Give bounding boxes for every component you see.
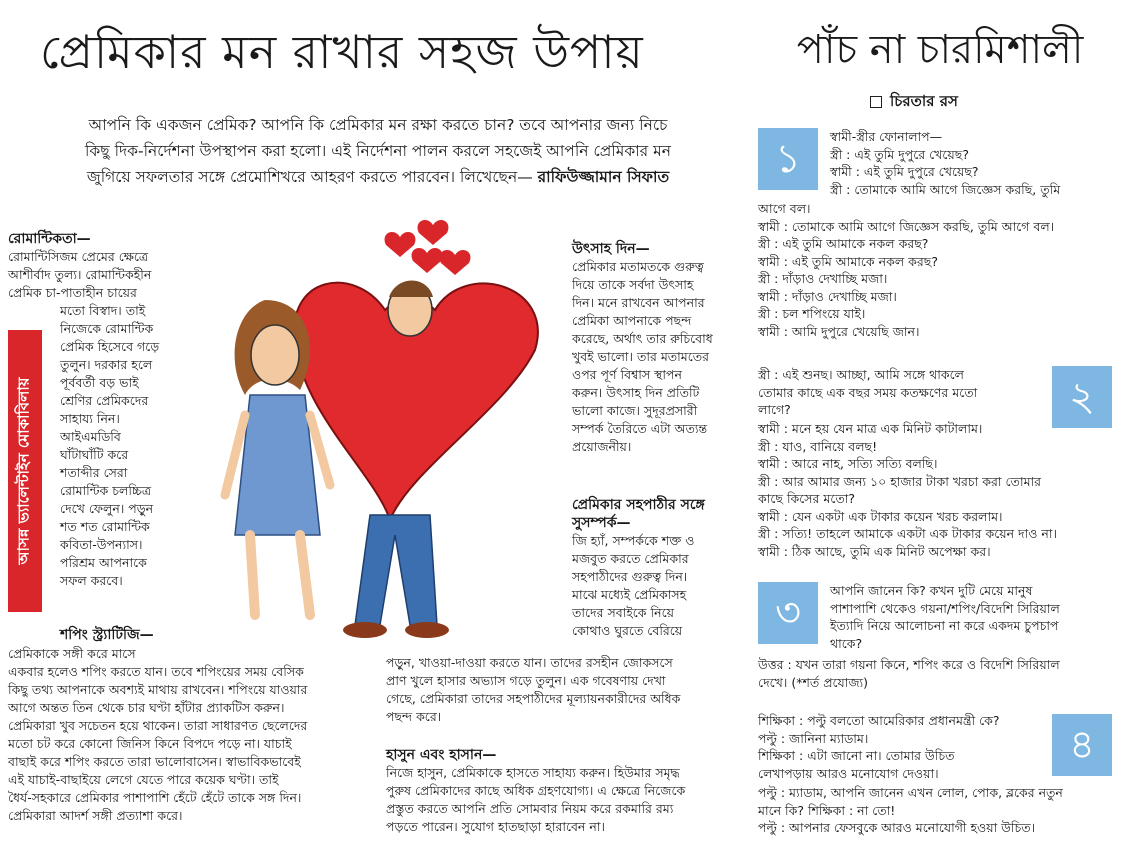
- man-hair: [389, 281, 433, 298]
- small-heart-icon: [412, 248, 443, 273]
- joke-1-body: আগে বল। স্বামী : তোমাকে আমি আগে জিজ্ঞেস করছি, তুমি আগে বল। স্ত্রী : এই তুমি আমাকে নকল করছ? স্বামী : এই তুমি আমাকে নকল করছ? স্ত্রী : দাঁড়াও দেখাচ্ছি মজা। স্বামী : দাঁড়াও দেখাচ্ছি মজা। স্ত্রী : চল শপিংয়ে যাই। স্বামী : আমি দুপুরে খেয়েছি জান।: [758, 201, 1055, 339]
- checkbox-icon: [870, 96, 882, 108]
- joke-4-top: শিক্ষিকা : পল্টু বলতো আমেরিকার প্রধানমন্ত্রী কে? পল্টু : জানিনা ম্যাডাম। শিক্ষিকা : এটা জানো না। তোমার উচিত লেখাপড়ায় আরও মনোযোগ দেওয়া।: [758, 713, 1000, 781]
- right-author: চিরতার রস: [870, 90, 958, 115]
- joke-1-top: স্বামী-স্ত্রীর ফোনালাপ— স্ত্রী : এই তুমি দুপুরে খেয়েছ? স্বামী : এই তুমি দুপুরে খেয়েছ? স্ত্রী : তোমাকে আমি আগে জিজ্ঞেস করছি, তুমি: [830, 129, 1061, 197]
- section-laugh: হাসুন এবং হাসান— নিজে হাসুন, প্রেমিকাকে হাসতে সাহায্য করুন। হিউমার সমৃদ্ধ পুরুষ প্রেমিকাদের কাছে অধিক গ্রহণযোগ্য। এ ক্ষেত্রে নিজেকে প্রস্তুত করতে আপনি প্রতি সোমবার নিয়ম করে রকমারি রম্য পড়তে পারেন। সুযোগ হাতছাড়া হারাবেন না।: [386, 747, 686, 834]
- byline: রাফিউজ্জামান সিফাত: [537, 168, 670, 186]
- joke-3-top: আপনি জানেন কি? কখন দুটি মেয়ে মানুষ পাশাপাশি থেকেও গয়না/শপিং/বিদেশি সিরিয়াল ইত্যাদি নিয়ে আলোচনা না করে একদম চুপচাপ থাকে?: [830, 583, 1060, 651]
- woman-head: [251, 325, 299, 385]
- joke-2-body: স্বামী : মনে হয় যেন মাত্র এক মিনিট কাটালাম। স্ত্রী : যাও, বানিয়ে বলছ! স্বামী : আরে নাহ, সত্যি সত্যি বলছি। স্ত্রী : আর আমার জন্য ১০ হাজার টাকা খরচা করা তোমার কাছে কিসের মতো? স্বামী : যেন একটা এক টাকার কয়েন খরচ করলাম। স্ত্রী : সত্যি! তাহলে আমাকে একটা এক টাকার কয়েন দাও না। স্বামী : ঠিক আছে, তুমি এক মিনিট অপেক্ষা কর।: [758, 421, 1057, 559]
- page-title: প্রেমিকার মন রাখার সহজ উপায়: [40, 25, 644, 79]
- small-heart-icon: [418, 220, 449, 245]
- section-shopping: প্রেমিকাকে সঙ্গী করে মাসে একবার হলেও শপিং করতে যান। তবে শপিংয়ের সময় বেসিক কিছু তথ্য আপনাকে অবশ্যই মাথায় রাখবেন। শপিংয়ে যাওয়ার আগে অন্তত তিন থেকে চার ঘণ্টা হাঁটার প্র্যাকটিস করুন। প্রেমিকারা খুব সচেতন হয়ে থাকেন। তারা সাধারণত ছেলেদের মতো চট করে কোনো জিনিস কিনে বিপদে পড়ে না। যাচাই বাছাই করে শপিং করতে তারা ভালোবাসেন। স্বাভাবিকভাবেই এই যাচাই-বাছাইয়ে লেগে যেতে পারে কয়েক ঘণ্টা। তাই ধৈর্য-সহকারে প্রেমিকার পাশাপাশি হেঁটে হেঁটে তাকে সঙ্গ দিন। প্রেমিকারা আদর্শ সঙ্গী প্রত্যাশা করে।: [8, 646, 308, 823]
- right-column-title: পাঁচ না চারমিশালী: [796, 27, 1084, 73]
- man-legs: [355, 515, 437, 625]
- intro-paragraph: আপনি কি একজন প্রেমিক? আপনি কি প্রেমিকার মন রক্ষা করতে চান? তবে আপনার জন্য নিচে কিছু দিক-নির্দেশনা উপস্থাপন করা হলো। এই নির্দেশনা পালন করলে সহজেই আপনি প্রেমিকার মন জুগিয়ে সফলতার সঙ্গে প্রেমোশিখরে আহরণ করতে পারবেন। লিখেছেন— রাফিউজ্জামান সিফাত: [85, 116, 671, 186]
- man-shoe: [343, 622, 387, 638]
- small-heart-icon: [385, 232, 416, 257]
- section-classmate-wide: পড়ুন, খাওয়া-দাওয়া করতে যান। তাদের রসহীন জোকসসে প্রাণ খুলে হাসার অভ্যাস গড়ে তুলুন। এক গবেষণায় দেখা গেছে, প্রেমিকারা তাদের সহপাঠীদের মূল্যায়নকারীদের অধিক পছন্দ করে।: [386, 655, 681, 724]
- small-heart-icon: [440, 250, 471, 275]
- section-shopping-heading: শপিং স্ট্র্যাটিজি—: [60, 627, 154, 643]
- joke-number-4: ৪: [1052, 714, 1112, 776]
- section-classmate: প্রেমিকার সহপাঠীর সঙ্গে সুসম্পর্ক— জি হ্যাঁ, সম্পর্ককে শক্ত ও মজবুত করতে প্রেমিকার সহপাঠীদের গুরুত্ব দিন। মাঝে মধ্যেই প্রেমিকাসহ তাদের সবাইকে নিয়ে কোথাও ঘুরতে বেরিয়ে: [572, 497, 705, 638]
- joke-4-body: পল্টু : ম্যাডাম, আপনি জানেন এখন লোল, পোক, ব্লকের নতুন মানে কি? শিক্ষিকা : না তো! পল্টু : আপনার ফেসবুকে আরও মনোযোগী হওয়া উচিত।: [758, 785, 1063, 835]
- joke-number-3: ৩: [758, 582, 818, 644]
- vertical-red-tag: আসন্ন ভ্যালেন্টাইন মোকাবিলায়: [8, 330, 42, 612]
- woman-legs: [250, 535, 310, 615]
- section-encourage: উৎসাহ দিন— প্রেমিকার মতামতকে গুরুত্ব দিয়ে তাকে সর্বদা উৎসাহ দিন। মনে রাখবেন আপনার প্রেমিকা আপনাকে পছন্দ করেছে, অর্থাৎ তার রুচিবোধ খুবই ভালো। তার মতামতের ওপর পূর্ণ বিশ্বাস স্থাপন করুন। উৎসাহ দিন প্রতিটি ভালো কাজে। সুদূরপ্রসারী সম্পর্ক তৈরিতে এটা অত্যন্ত প্রয়োজনীয়।: [572, 241, 713, 454]
- couple-heart-illustration: [205, 215, 565, 645]
- joke-number-1: ১: [758, 128, 818, 190]
- joke-2-top: স্ত্রী : এই শুনছ। আচ্ছা, আমি সঙ্গে থাকলে তোমার কাছে এক বছর সময় কতক্ষণের মতো লাগে?: [758, 367, 978, 417]
- joke-3-body: উত্তর : যখন তারা গয়না কিনে, শপিং করে ও বিদেশি সিরিয়াল দেখে। (*শর্ত প্রযোজ্য): [758, 657, 1060, 690]
- man-shoe: [405, 622, 449, 638]
- joke-number-2: ২: [1052, 366, 1112, 428]
- section-romantic: রোমান্টিকতা— রোমান্টিসিজম প্রেমের ক্ষেত্রে আশীর্বাদ তুল্য। রোমান্টিকহীন প্রেমিক চা-পাতাহীন চায়ের: [8, 231, 152, 300]
- section-romantic-narrow: মতো বিস্বাদ। তাই নিজেকে রোমান্টিক প্রেমিক হিসেবে গড়ে তুলুন। দরকার হলে পূর্ববর্তী বড় ভাই শ্রেণির প্রেমিকদের সাহায্য নিন। আইএমডিবি ঘাঁটাঘাঁটি করে শতাব্দীর সেরা রোমান্টিক চলচ্চিত্র দেখে ফেলুন। পড়ুন শত শত রোমান্টিক কবিতা-উপন্যাস। পরিশ্রম আপনাকে সফল করবে।: [60, 303, 160, 588]
